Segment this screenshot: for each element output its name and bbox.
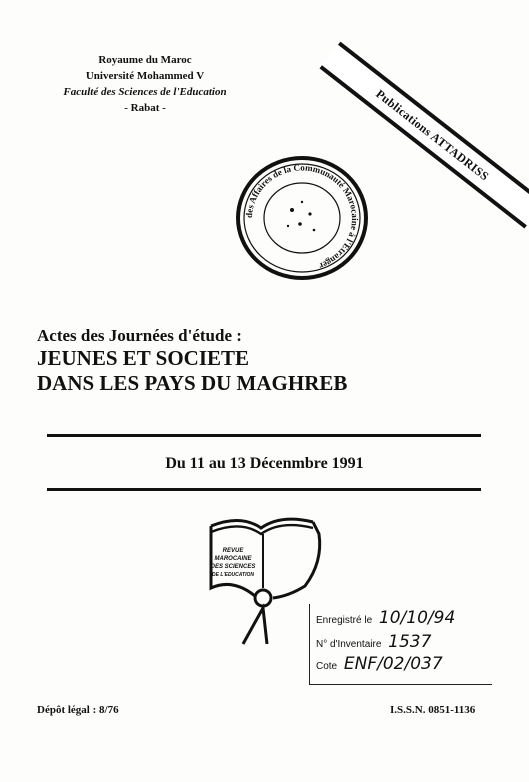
institution-header [60, 52, 230, 116]
event-dates: Du 11 au 13 Décenmbre 1991 [165, 455, 364, 472]
logo-line-4: DE L'EDUCATION [212, 572, 254, 578]
issn-number: I.S.S.N. 0851-1136 [390, 704, 476, 716]
stamp-center-marks [287, 201, 316, 231]
title-line-1: JEUNES ET SOCIETE [37, 346, 250, 370]
bottom-divider [47, 488, 481, 491]
registration-date-row [316, 608, 455, 628]
title-line-2: DANS LES PAYS DU MAGHREB [37, 371, 348, 395]
publisher-banner-label: Publications ATTADRISS [373, 86, 492, 184]
logo-line-3: DES SCIENCES [210, 564, 256, 570]
logo-line-2: MAROCAINE [214, 556, 252, 562]
registration-date-label: Enregistré le [316, 615, 373, 626]
registration-stamp [309, 604, 492, 685]
inventory-number-label: N° d'Inventaire [316, 639, 382, 650]
cote-row [316, 654, 443, 674]
institution-line-1: Royaume du Maroc [98, 54, 192, 66]
proceedings-subtitle: Actes des Journées d'étude : [37, 326, 242, 345]
stamp-outer-text: des Affaires de la Communauté Marocaine à l'Etranger [243, 162, 361, 272]
top-divider [47, 434, 481, 437]
inventory-number-row [316, 632, 431, 652]
institution-line-2: Université Mohammed V [85, 70, 205, 82]
institution-line-4: - Rabat - [124, 102, 166, 114]
registration-date-value: 10/10/94 [378, 608, 456, 628]
logo-line-1: REVUE [222, 548, 244, 554]
cote-label: Cote [316, 661, 338, 672]
inventory-number-value: 1537 [388, 632, 432, 652]
legal-deposit: Dépôt légal : 8/76 [37, 704, 119, 716]
institution-line-3: Faculté des Sciences de l'Education [63, 86, 227, 98]
library-stamp [230, 152, 375, 284]
cote-value: ENF/02/037 [343, 654, 443, 674]
